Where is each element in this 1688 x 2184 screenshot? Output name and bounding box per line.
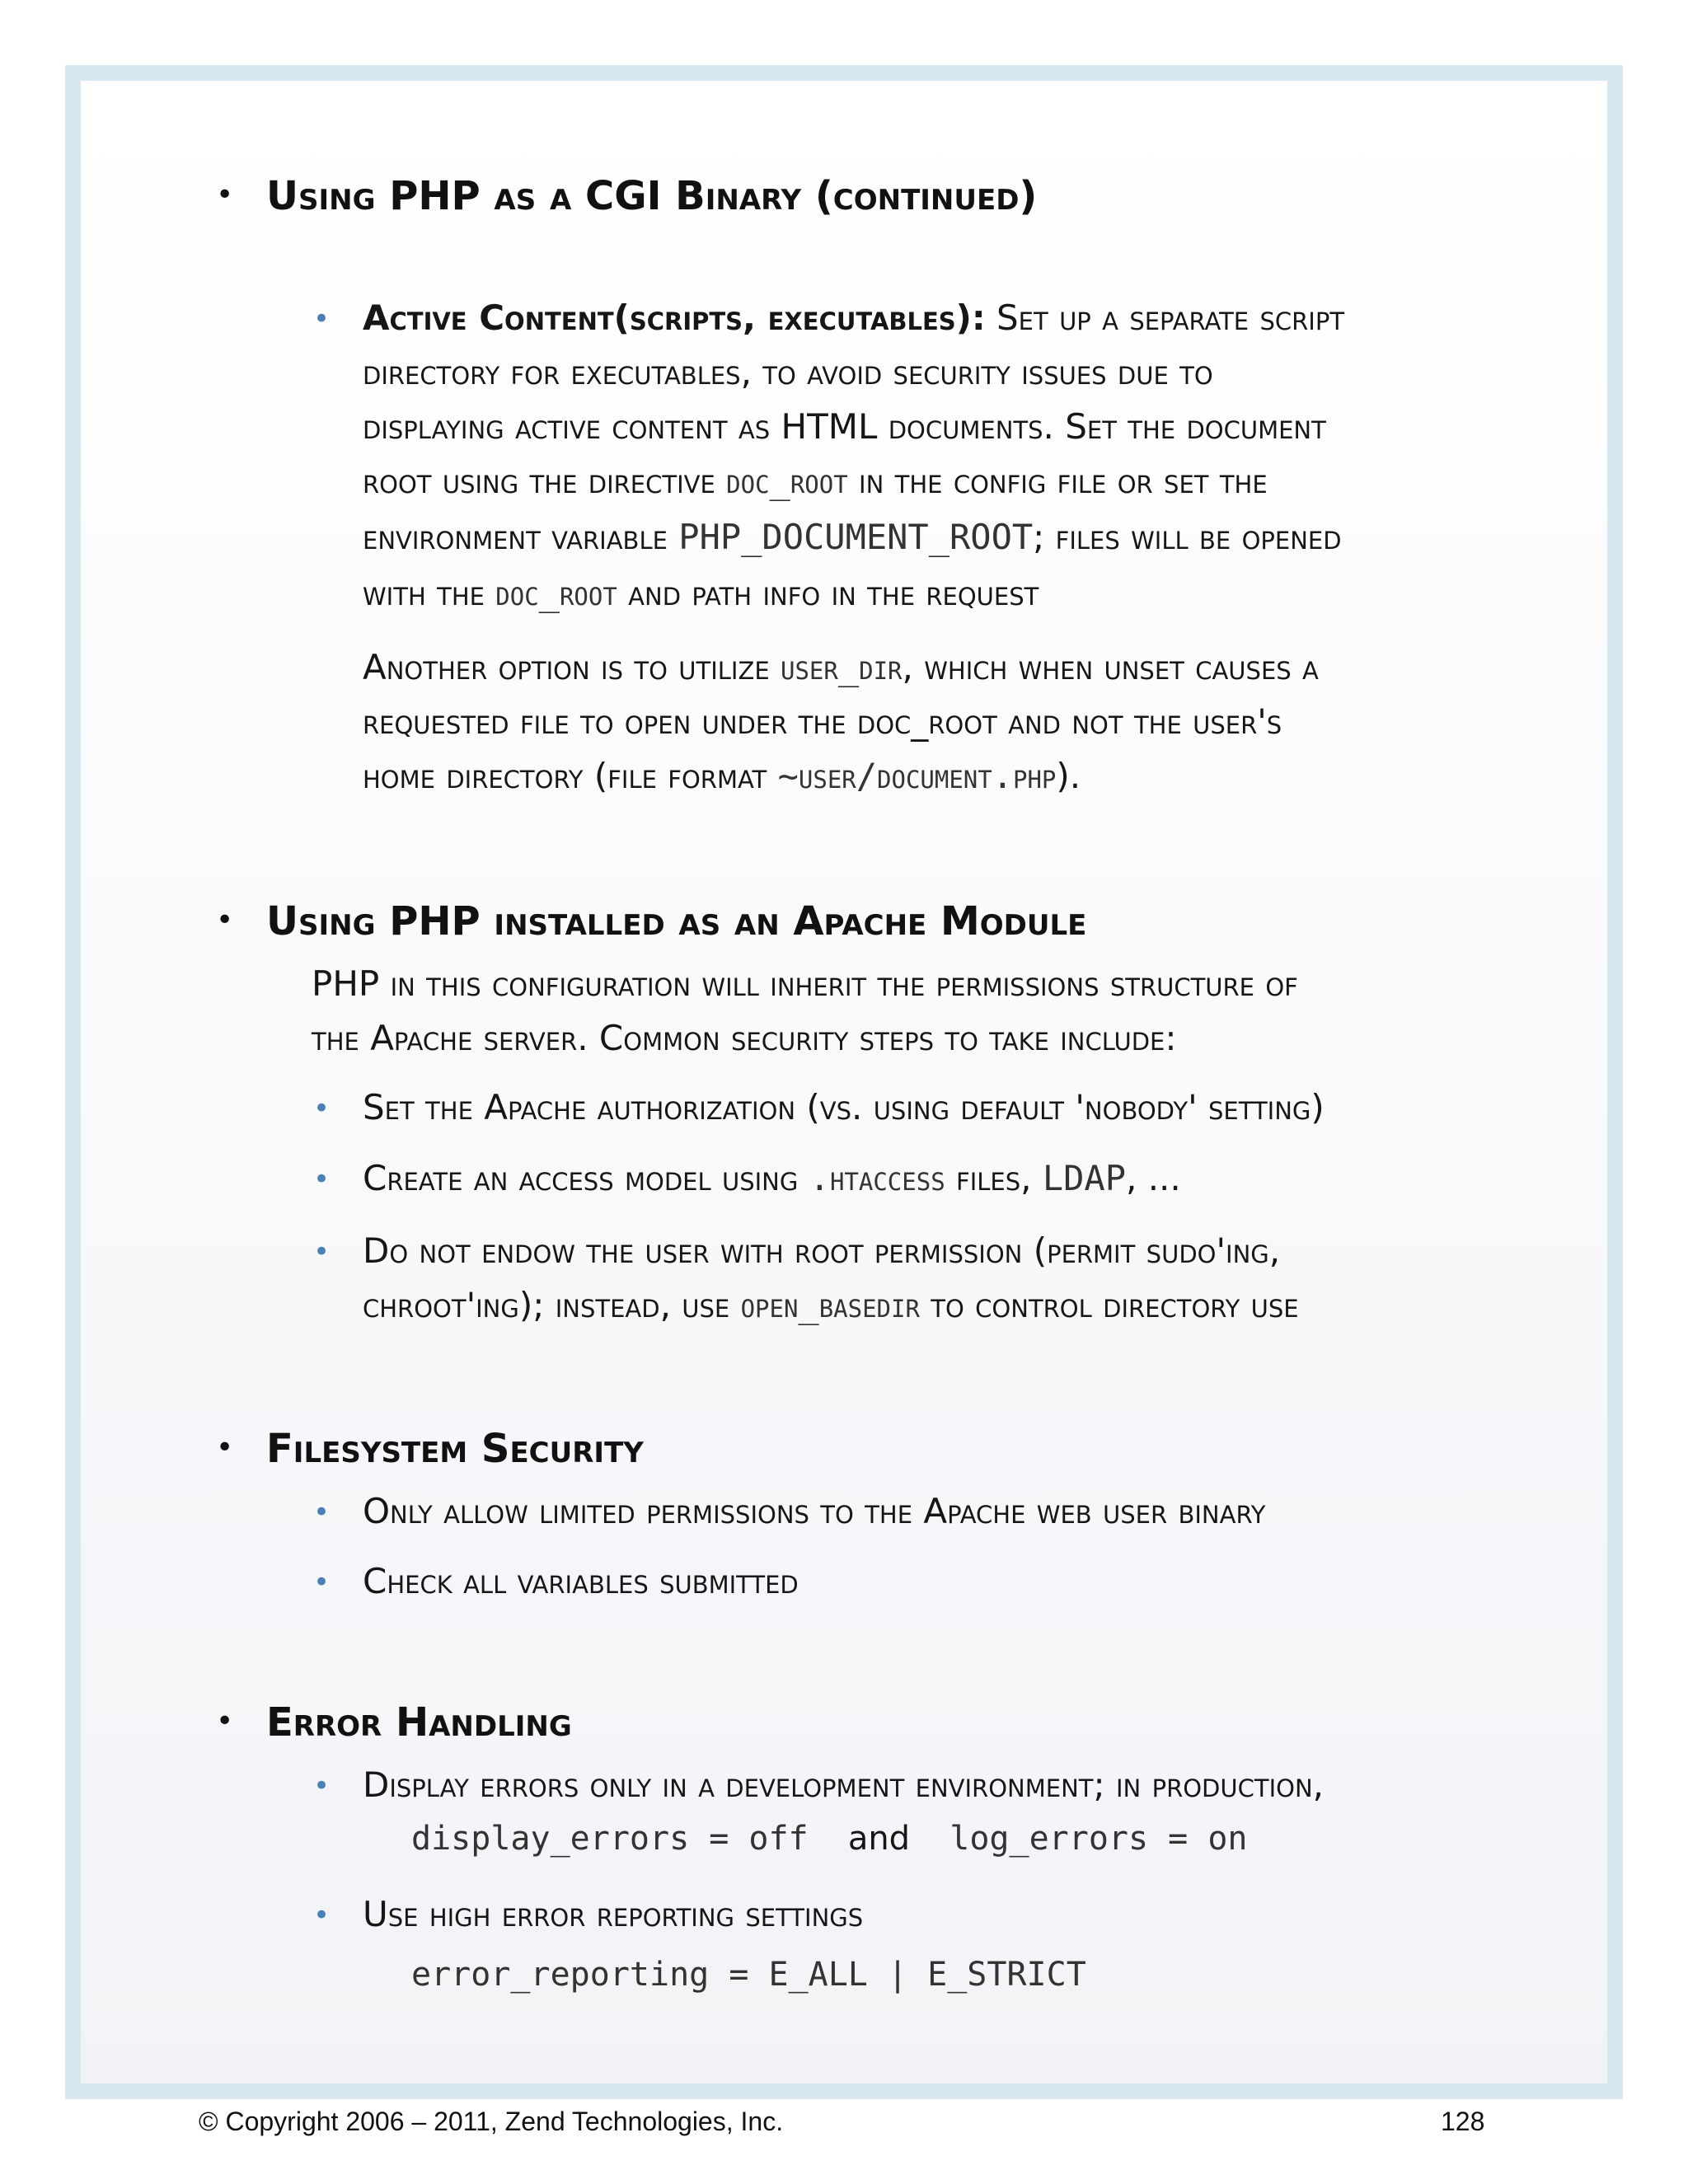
- apache-item-2-text: [363, 1151, 1181, 1206]
- section-heading: Filesystem Security: [266, 1426, 644, 1472]
- another-line-1: [363, 640, 1319, 695]
- text: to control directory use: [919, 1285, 1299, 1325]
- slide-frame: [65, 65, 1623, 2099]
- code-ldap: LDAP: [1042, 1158, 1126, 1198]
- active-line-2: directory for executables, to avoid security issues due to: [363, 352, 1213, 392]
- text-and: and: [847, 1820, 911, 1858]
- bullet-icon: •: [216, 1704, 234, 1738]
- sub-bullet-icon: •: [313, 1899, 331, 1932]
- active-label: Active Content(scripts, executables):: [363, 298, 986, 338]
- sub-bullet-icon: •: [313, 1566, 331, 1599]
- text: , ...: [1126, 1158, 1181, 1198]
- code-doc-root: doc_root: [495, 573, 617, 613]
- section-heading: Error Handling: [266, 1699, 572, 1746]
- footer-page-number: 128: [1441, 2107, 1485, 2136]
- code-user-document: ~user/document.php: [777, 756, 1057, 796]
- active-line-4: [363, 454, 1268, 509]
- text: and path info in the request: [617, 573, 1039, 613]
- another-line-2: requested file to open under the doc_root and not the user's: [363, 701, 1282, 742]
- errors-item-2-text: Use high error reporting settings: [363, 1894, 864, 1934]
- text: files,: [945, 1158, 1043, 1198]
- sub-bullet-icon: •: [313, 1235, 331, 1268]
- code-doc-root: doc_root: [726, 461, 848, 501]
- code-user-dir: user_dir: [781, 647, 903, 687]
- sub-bullet-icon: •: [313, 1496, 331, 1529]
- apache-intro-1: PHP in this configuration will inherit the permissions structure of: [312, 963, 1298, 1004]
- apache-item-1-text: Set the Apache authorization (vs. using default 'nobody' setting): [363, 1087, 1325, 1127]
- sub-bullet-icon: •: [313, 302, 331, 335]
- another-line-3: [363, 749, 1081, 804]
- active-line-1: [363, 291, 1344, 345]
- text: ).: [1056, 756, 1081, 796]
- text: Another option is to utilize: [363, 647, 781, 687]
- text: root using the directive: [363, 461, 727, 501]
- filesystem-item-2-text: Check all variables submitted: [363, 1561, 799, 1601]
- text: environment variable: [363, 517, 679, 557]
- apache-item-3-line-2: [363, 1278, 1299, 1333]
- bullet-icon: •: [216, 1431, 234, 1465]
- active-line-5: [363, 510, 1342, 565]
- code-php-document-root: PHP_DOCUMENT_ROOT: [678, 517, 1034, 557]
- section-heading: Using PHP as a CGI Binary (continued): [266, 173, 1038, 219]
- filesystem-item-1-text: Only allow limited permissions to the Apache web user binary: [363, 1491, 1266, 1531]
- code-log-errors: log_errors = on: [950, 1820, 1248, 1858]
- bullet-icon: •: [216, 178, 234, 212]
- active-line-3: displaying active content as HTML documents. Set the document: [363, 406, 1326, 447]
- apache-intro-2: the Apache server. Common security steps to take include:: [312, 1018, 1177, 1058]
- section-heading: Using PHP installed as an Apache Module: [266, 898, 1087, 944]
- sub-bullet-icon: •: [313, 1163, 331, 1196]
- text: Create an access model using: [363, 1158, 809, 1198]
- apache-item-3-line-1: Do not endow the user with root permission (permit sudo'ing,: [363, 1230, 1281, 1271]
- text: chroot'ing); instead, use: [363, 1285, 741, 1325]
- active-line-6: [363, 566, 1039, 621]
- text: in the config file or set the: [847, 461, 1268, 501]
- errors-item-1-text: Display errors only in a development environment; in production,: [363, 1765, 1324, 1805]
- footer-copyright: © Copyright 2006 – 2011, Zend Technologies, Inc.: [199, 2107, 784, 2136]
- code-htaccess: .htaccess: [809, 1158, 945, 1198]
- text: with the: [363, 573, 496, 613]
- code-display-errors: display_errors = off: [411, 1820, 809, 1858]
- sub-bullet-icon: •: [313, 1092, 331, 1125]
- errors-code-1: [411, 1820, 1247, 1858]
- sub-bullet-icon: •: [313, 1769, 331, 1802]
- active-line-1-rest: Set up a separate script: [985, 298, 1345, 338]
- text: ; files will be opened: [1033, 517, 1342, 557]
- code-open-basedir: open_basedir: [740, 1285, 920, 1325]
- errors-code-2: error_reporting = E_ALL | E_STRICT: [411, 1956, 1086, 1994]
- text: home directory (file format: [363, 756, 778, 796]
- bullet-icon: •: [216, 903, 234, 937]
- text: , which when unset causes a: [902, 647, 1319, 687]
